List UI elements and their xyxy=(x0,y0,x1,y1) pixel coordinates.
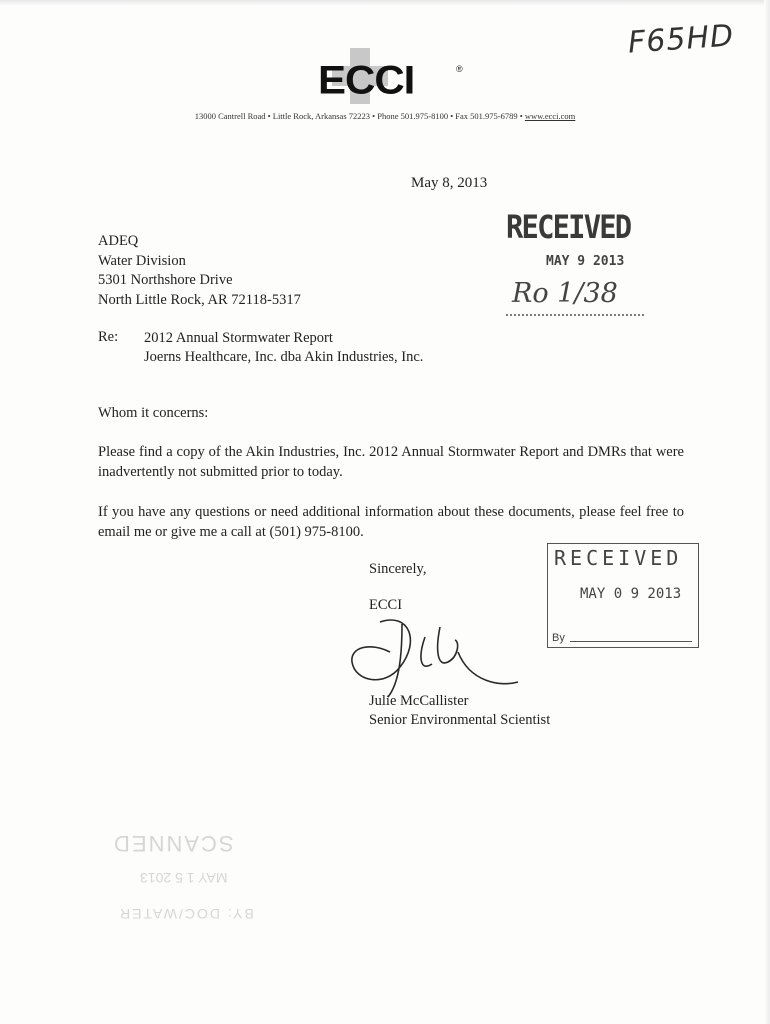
signatory-block xyxy=(369,692,550,730)
signatory-name: Julie McCallister xyxy=(369,693,469,709)
letterhead-address xyxy=(0,111,770,121)
stamp-dotted-line xyxy=(506,312,646,318)
recipient-line: Water Division xyxy=(98,252,186,269)
subject-lines xyxy=(144,329,423,366)
website-link[interactable]: www.ecci.com xyxy=(524,111,576,121)
closing-company: ECCI xyxy=(369,597,403,613)
logo-registered-mark: ® xyxy=(456,64,463,74)
subject-label: Re: xyxy=(98,329,119,345)
signatory-title: Senior Environmental Scientist xyxy=(369,712,551,728)
logo-text: ECCI xyxy=(318,57,415,102)
bleedthrough-scanned-stamp: SCANNED xyxy=(112,831,234,856)
address-line: 13000 Cantrell Road • Little Rock, Arkansas 72223 • Phone 501.975-8100 • Fax 501.975-6789 • xyxy=(194,111,523,121)
subject-line: Joerns Healthcare, Inc. dba Akin Industries, Inc. xyxy=(144,348,424,365)
scan-edge-right xyxy=(764,0,770,1024)
scan-edge-top xyxy=(0,0,770,6)
recipient-line: North Little Rock, AR 72118-5317 xyxy=(98,291,301,308)
stamp-date: MAY 0 9 2013 xyxy=(580,586,682,602)
recipient-address xyxy=(98,232,301,310)
stamp-heading: RECEIVED xyxy=(554,546,683,570)
body-paragraph: If you have any questions or need additional information about these documents, please feel free to email me or give me a call at (501) 975-8100. xyxy=(98,504,684,540)
recipient-line: 5301 Northshore Drive xyxy=(98,272,233,288)
stamp-by-label: By xyxy=(552,632,565,644)
bleedthrough-by: BY: DOC/WATER xyxy=(118,906,254,922)
closing-sincerely: Sincerely, xyxy=(369,561,427,577)
stamp-by-line xyxy=(570,641,692,642)
stamp-handwritten-note: Ro 1/38 xyxy=(512,278,618,309)
letter-date: May 8, 2013 xyxy=(411,175,488,191)
received-stamp-box xyxy=(547,543,699,648)
subject-line: 2012 Annual Stormwater Report xyxy=(144,330,333,346)
recipient-line: ADEQ xyxy=(98,233,139,249)
ecci-logo xyxy=(310,42,470,106)
bleedthrough-date: MAY 1 5 2013 xyxy=(140,870,228,886)
body-paragraph: Please find a copy of the Akin Industries, Inc. 2012 Annual Stormwater Report and DMRs that were inadvertently not submitted prior to today. xyxy=(98,444,684,480)
stamp-date: MAY 9 2013 xyxy=(546,254,625,269)
received-stamp-adeq xyxy=(506,208,676,318)
handwritten-file-id: F65HD xyxy=(626,18,736,61)
salutation: Whom it concerns: xyxy=(98,405,209,421)
stamp-heading: RECEIVED xyxy=(506,208,631,246)
